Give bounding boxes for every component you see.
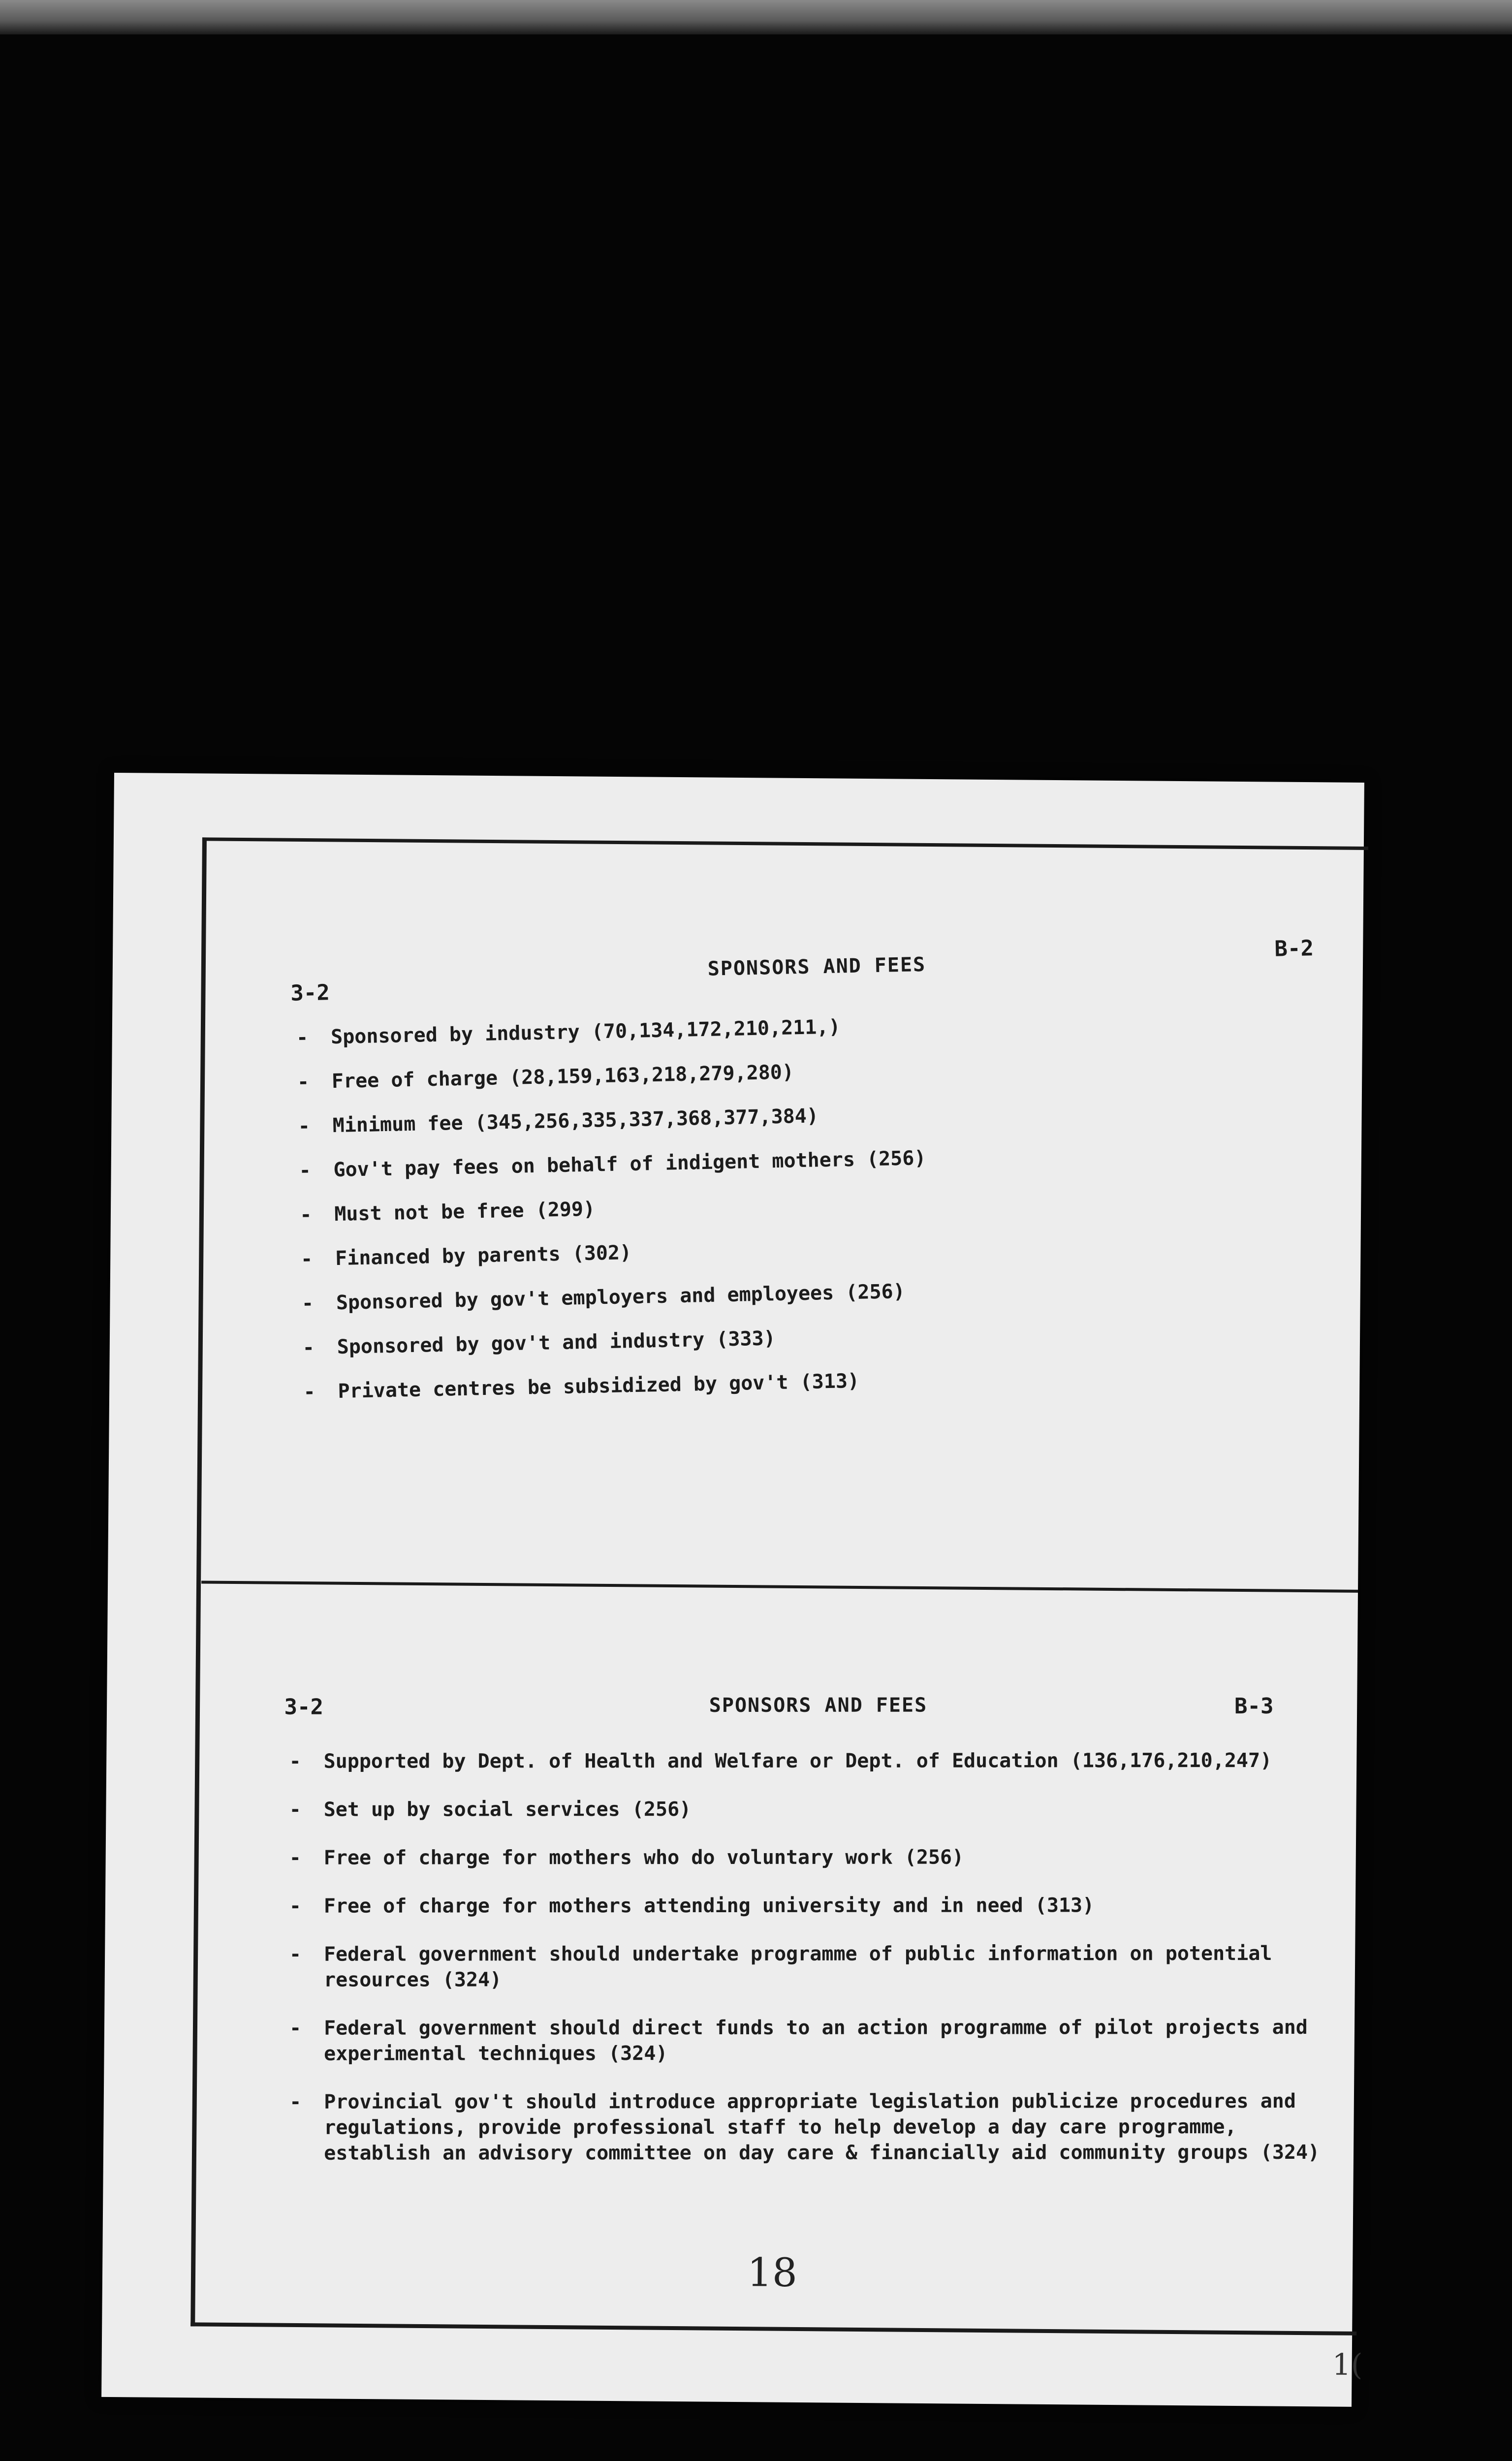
card-item-list xyxy=(291,1004,1352,1405)
list-item: - Supported by Dept. of Health and Welfare or Dept. of Education (136,176,210,247) xyxy=(284,1748,1353,1774)
card-code: B-3 xyxy=(1234,1694,1274,1719)
handwritten-page-number: 18 xyxy=(747,2249,798,2296)
list-item: - Free of charge (28,159,163,218,279,280) xyxy=(292,1048,1346,1095)
card-number: 3-2 xyxy=(284,1694,324,1720)
list-item: - Federal government should direct funds to an action programme of pilot projects and experimental techniques (324) xyxy=(284,2015,1353,2067)
list-item: - Sponsored by industry (70,134,172,210,211,) xyxy=(291,1004,1345,1051)
list-item: - Federal government should undertake programme of public information on potential resources (324) xyxy=(284,1941,1353,1993)
list-item: - Financed by parents (302) xyxy=(296,1226,1350,1272)
list-item: - Provincial gov't should introduce appropriate legislation publicize procedures and regulations, provide professional staff to help develop a day care programme, establish an advisory committee on day care & financially aid community groups (324) xyxy=(284,2088,1353,2166)
card-title: SPONSORS AND FEES xyxy=(709,1694,928,1717)
list-item: - Set up by social services (256) xyxy=(284,1796,1353,1823)
list-item: - Gov't pay fees on behalf of indigent mothers (256) xyxy=(294,1137,1348,1184)
list-item: - Free of charge for mothers who do voluntary work (256) xyxy=(284,1844,1353,1871)
film-top-edge xyxy=(0,0,1512,34)
list-item: - Must not be free (299) xyxy=(295,1181,1349,1228)
card-title: SPONSORS AND FEES xyxy=(707,953,926,980)
list-item: - Free of charge for mothers attending university and in need (313) xyxy=(284,1893,1353,1919)
list-item: - Minimum fee (345,256,335,337,368,377,384) xyxy=(293,1093,1347,1139)
list-item: - Sponsored by gov't and industry (333) xyxy=(297,1314,1351,1361)
margin-mark: 1( xyxy=(1332,2347,1363,2383)
card-code: B-2 xyxy=(1274,936,1314,962)
index-card-b3 xyxy=(284,1684,1353,2189)
card-item-list xyxy=(284,1748,1353,2166)
card-header xyxy=(284,1684,1352,1724)
index-card-b2 xyxy=(290,936,1352,1424)
card-number: 3-2 xyxy=(290,980,330,1006)
document-sheet xyxy=(101,773,1364,2407)
list-item: - Private centres be subsidized by gov't (313) xyxy=(298,1358,1352,1405)
list-item: - Sponsored by gov't employers and employees (256) xyxy=(296,1270,1350,1317)
